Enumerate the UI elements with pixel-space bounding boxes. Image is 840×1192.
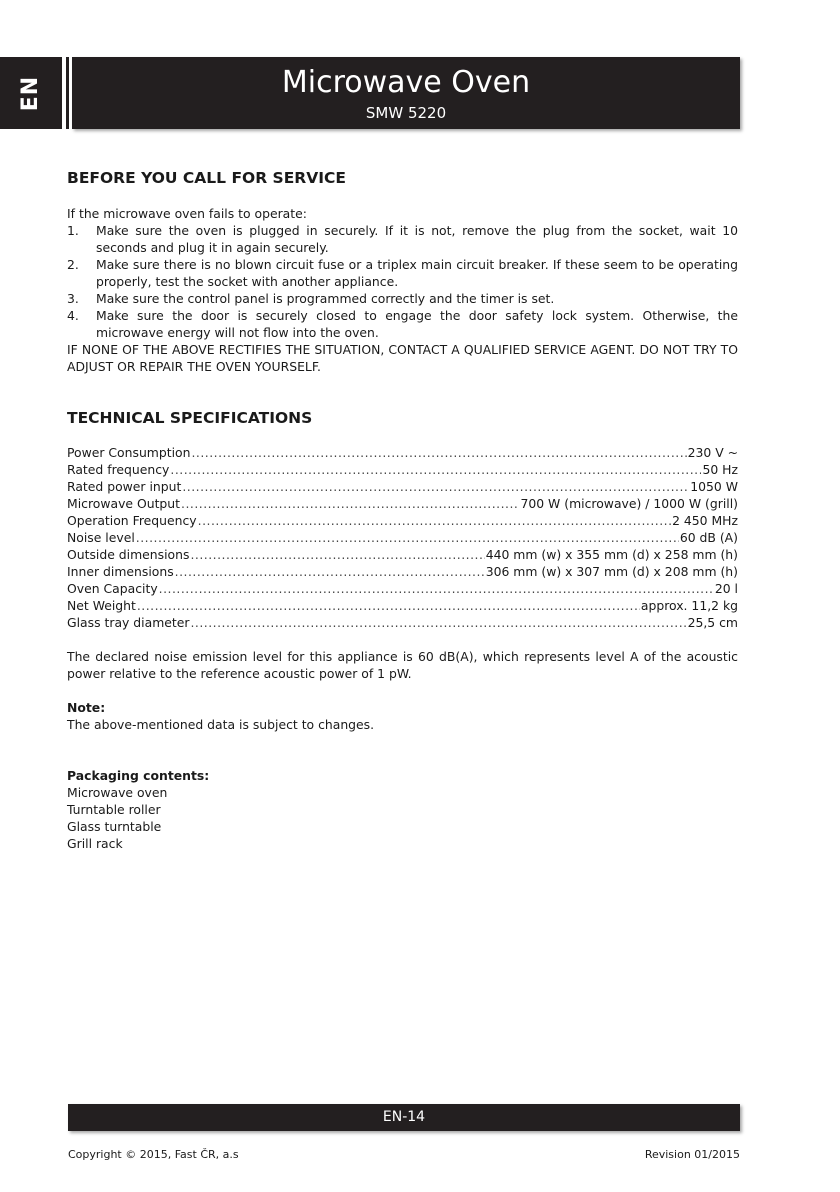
packaging-item: Glass turntable	[67, 819, 162, 834]
spec-value: 440 mm (w) x 355 mm (d) x 258 mm (h)	[485, 547, 738, 562]
spec-label: Microwave Output	[67, 496, 181, 511]
page-title: Microwave Oven	[281, 65, 531, 100]
specs-heading: TECHNICAL SPECIFICATIONS	[67, 409, 313, 427]
spec-leader	[136, 529, 679, 546]
step-number: 4.	[67, 308, 79, 323]
spec-leader	[170, 461, 701, 478]
spec-row	[67, 614, 738, 631]
spec-row	[67, 529, 738, 546]
step-text: Make sure the door is securely closed to engage the door safety lock system. Otherwise, the microwave energy will not flow into the oven.	[96, 308, 738, 340]
step-text: Make sure the control panel is programmed correctly and the timer is set.	[96, 291, 555, 306]
page-number-bar	[68, 1104, 740, 1131]
spec-value: 700 W (microwave) / 1000 W (grill)	[520, 496, 738, 511]
step-number: 3.	[67, 291, 79, 306]
packaging-item: Grill rack	[67, 836, 123, 851]
service-step	[67, 290, 738, 307]
spec-row	[67, 563, 738, 580]
spec-leader	[190, 546, 484, 563]
spec-label: Inner dimensions	[67, 564, 174, 579]
spec-leader	[191, 444, 686, 461]
spec-value: 306 mm (w) x 307 mm (d) x 208 mm (h)	[485, 564, 738, 579]
spec-label: Power Consumption	[67, 445, 191, 460]
service-warning: IF NONE OF THE ABOVE RECTIFIES THE SITUATION, CONTACT A QUALIFIED SERVICE AGENT. DO NOT TRY TO ADJUST OR REPAIR THE OVEN YOURSELF.	[67, 342, 738, 374]
language-label: EN	[18, 75, 44, 111]
revision-label: Revision 01/2015	[644, 1148, 740, 1161]
spec-label: Glass tray diameter	[67, 615, 190, 630]
noise-statement: The declared noise emission level for this appliance is 60 dB(A), which represents level A of the acoustic power relative to the reference acoustic power of 1 pW.	[67, 649, 738, 681]
spec-leader	[198, 512, 671, 529]
packaging-item: Microwave oven	[67, 785, 168, 800]
spec-value: 60 dB (A)	[679, 530, 738, 545]
spec-value: 2 450 MHz	[672, 513, 738, 528]
spec-row	[67, 461, 738, 478]
spec-value: approx. 11,2 kg	[640, 598, 738, 613]
packaging-item: Turntable roller	[67, 802, 161, 817]
document-body	[67, 168, 738, 852]
spec-leader	[181, 495, 519, 512]
service-heading: BEFORE YOU CALL FOR SERVICE	[67, 169, 346, 187]
step-text: Make sure there is no blown circuit fuse or a triplex main circuit breaker. If these seem to be operating properly, test the socket with another appliance.	[96, 257, 738, 289]
service-step	[67, 222, 738, 256]
spec-label: Rated frequency	[67, 462, 170, 477]
step-number: 2.	[67, 257, 79, 272]
page-number: EN-14	[382, 1109, 426, 1125]
page-header	[72, 57, 740, 129]
note-heading: Note:	[67, 700, 106, 715]
service-step	[67, 307, 738, 341]
spec-leader	[175, 563, 485, 580]
step-number: 1.	[67, 223, 79, 238]
spec-leader	[159, 580, 714, 597]
step-text: Make sure the oven is plugged in securely. If it is not, remove the plug from the socket, wait 10 seconds and plug it in again securely.	[96, 223, 738, 255]
copyright-notice: Copyright © 2015, Fast ČR, a.s	[68, 1148, 239, 1161]
spec-leader	[137, 597, 640, 614]
spec-value: 1050 W	[690, 479, 738, 494]
spec-row	[67, 580, 738, 597]
spec-row	[67, 546, 738, 563]
spec-value: 50 Hz	[702, 462, 738, 477]
language-tab	[0, 57, 62, 129]
spec-row	[67, 444, 738, 461]
packaging-heading: Packaging contents:	[67, 768, 210, 783]
spec-value: 230 V ~	[687, 445, 738, 460]
spec-row	[67, 597, 738, 614]
spec-value: 25,5 cm	[687, 615, 738, 630]
spec-label: Rated power input	[67, 479, 182, 494]
service-intro: If the microwave oven fails to operate:	[67, 206, 307, 221]
spec-label: Noise level	[67, 530, 135, 545]
spec-label: Operation Frequency	[67, 513, 197, 528]
model-number: SMW 5220	[365, 104, 447, 122]
spec-label: Oven Capacity	[67, 581, 158, 596]
language-divider	[66, 57, 69, 129]
spec-label: Outside dimensions	[67, 547, 190, 562]
spec-leader	[190, 614, 686, 631]
note-text: The above-mentioned data is subject to changes.	[67, 717, 375, 732]
spec-label: Net Weight	[67, 598, 136, 613]
service-steps	[67, 222, 738, 341]
spec-row	[67, 495, 738, 512]
spec-leader	[182, 478, 689, 495]
spec-row	[67, 478, 738, 495]
service-step	[67, 256, 738, 290]
specs-table	[67, 444, 738, 631]
spec-row	[67, 512, 738, 529]
spec-value: 20 l	[714, 581, 738, 596]
